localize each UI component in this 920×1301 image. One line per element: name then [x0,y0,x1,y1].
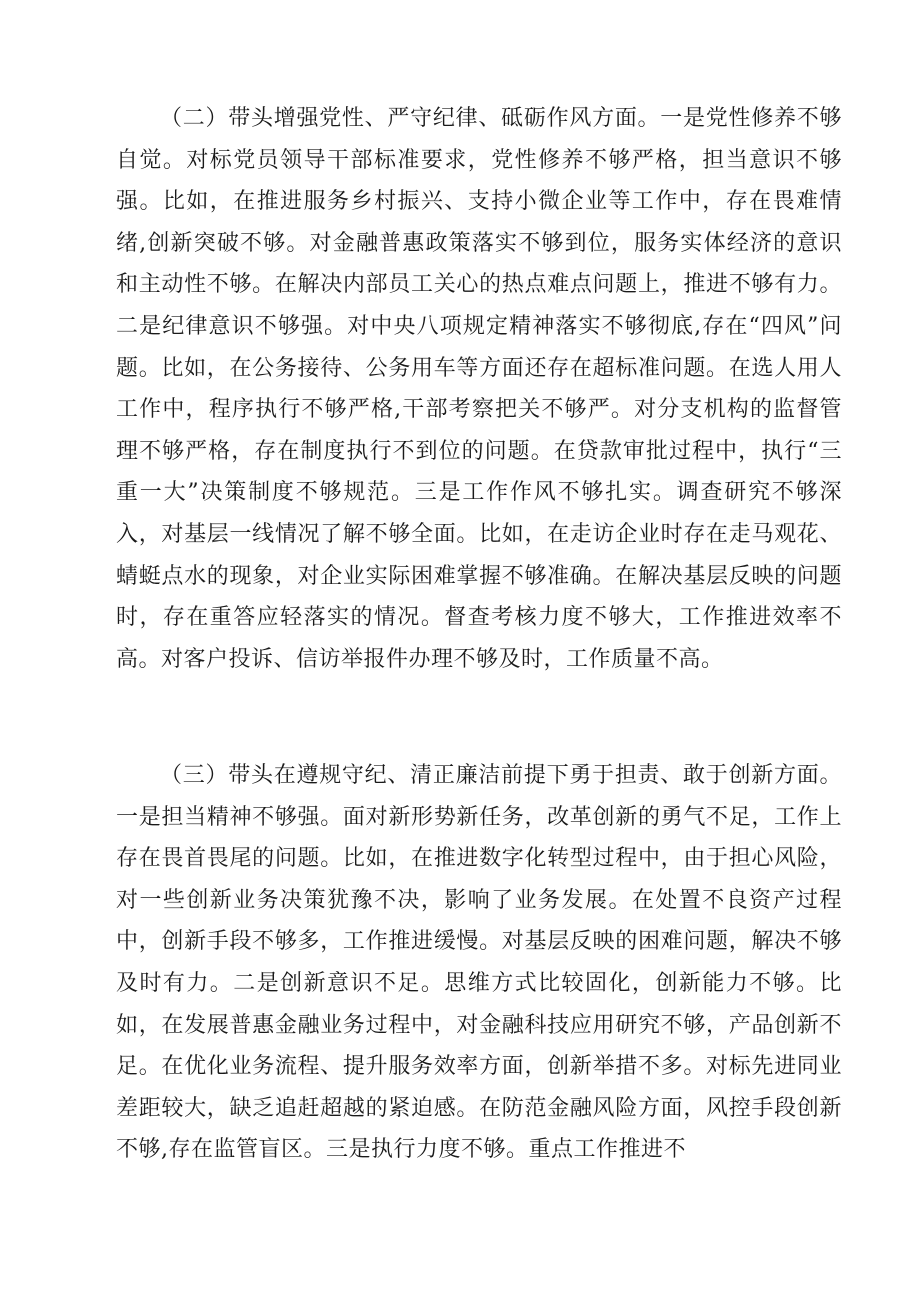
paragraph-section-3: （三）带头在遵规守纪、清正廉洁前提下勇于担责、敢于创新方面。一是担当精神不够强。面对新形势新任务，改革创新的勇气不足，工作上存在畏首畏尾的问题。比如，在推进数字化转型过程中，由于担心风险，对一些创新业务决策犹豫不决，影响了业务发展。在处置不良资产过程中，创新手段不够多，工作推进缓慢。对基层反映的困难问题，解决不够及时有力。二是创新意识不足。思维方式比较固化，创新能力不够。比如，在发展普惠金融业务过程中，对金融科技应用研究不够，产品创新不足。在优化业务流程、提升服务效率方面，创新举措不多。对标先进同业差距较大，缺乏追赶超越的紧迫感。在防范金融风险方面，风控手段创新不够,存在监管盲区。三是执行力度不够。重点工作推进不 [116,763,842,1163]
paragraph-section-2: （二）带头增强党性、严守纪律、砥砺作风方面。一是党性修养不够自觉。对标党员领导干部标准要求，党性修养不够严格，担当意识不够强。比如，在推进服务乡村振兴、支持小微企业等工作中，存在畏难情绪,创新突破不够。对金融普惠政策落实不够到位，服务实体经济的意识和主动性不够。在解决内部员工关心的热点难点问题上，推进不够有力。二是纪律意识不够强。对中央八项规定精神落实不够彻底,存在“四风”问题。比如，在公务接待、公务用车等方面还存在超标准问题。在选人用人工作中，程序执行不够严格,干部考察把关不够严。对分支机构的监督管理不够严格，存在制度执行不到位的问题。在贷款审批过程中，执行“三重一大”决策制度不够规范。三是工作作风不够扎实。调查研究不够深入，对基层一线情况了解不够全面。比如，在走访企业时存在走马观花、蜻蜓点水的现象，对企业实际困难掌握不够准确。在解决基层反映的问题时，存在重答应轻落实的情况。督查考核力度不够大，工作推进效率不高。对客户投诉、信访举报件办理不够及时，工作质量不高。 [116,106,842,672]
